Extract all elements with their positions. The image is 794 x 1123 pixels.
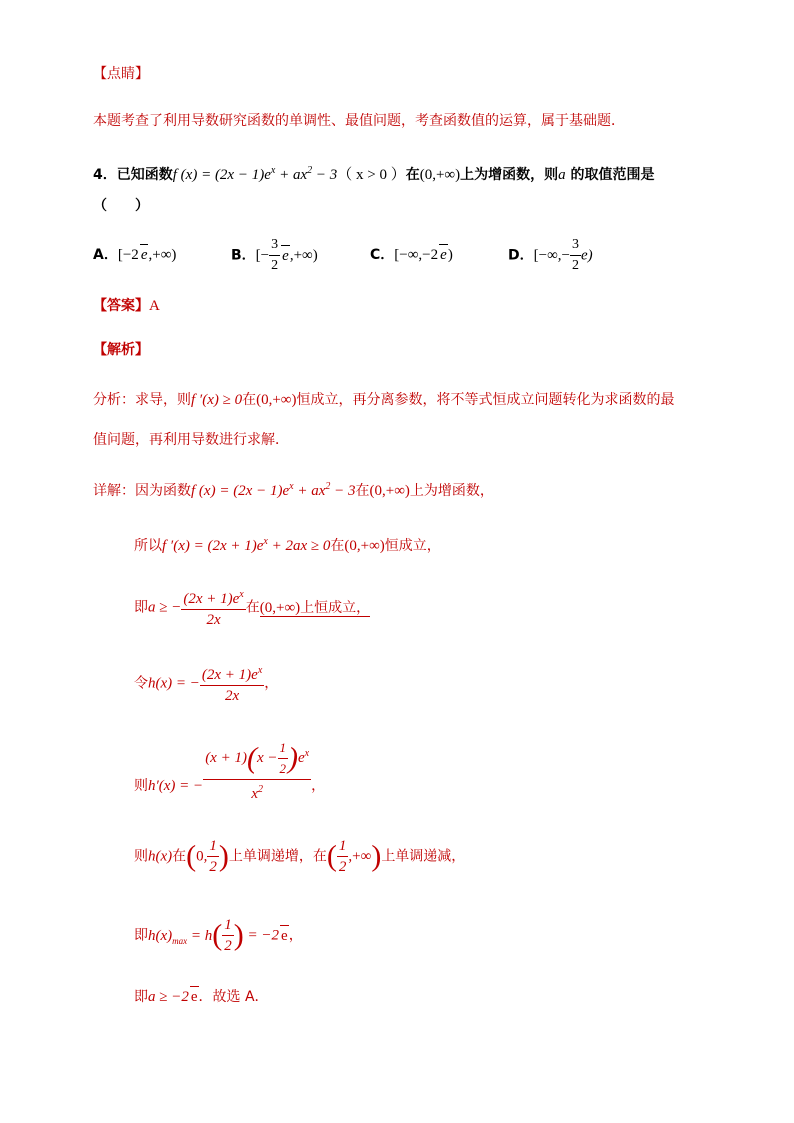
dianjing-label: 【点睛】: [93, 66, 149, 82]
option-a: A．[−2 e,+∞): [93, 244, 176, 265]
step-1: 所以f $'(x) = (2x + 1)e^x + 2ax \ge 0$在(0,+∞)恒成立，: [134, 536, 441, 554]
dianjing-text: 本题考查了利用导数研究函数的单调性、最值问题，考查函数值的运算，属于基础题．: [93, 113, 625, 129]
analysis-label: 【解析】: [93, 342, 149, 358]
step-7: 即a ≥ −2 e．故选 A．: [134, 986, 269, 1007]
question-var: a: [558, 167, 566, 183]
step-2: 即a ≥ − $\frac{(2x + 1)e^x}{2x}$ 在(0,+∞)上恒成立，: [134, 585, 370, 630]
question-number: 4．已知函数: [93, 167, 173, 183]
step-6: 即$h(x)_{max} = h$( $\frac{1}{2}$ ) = −2 e，: [134, 917, 303, 954]
option-b: B．[− $\frac{3}{2}$ e,+∞): [231, 237, 318, 273]
question-tail2: 的取值范围是: [565, 167, 655, 183]
answer-line: 【答案】A: [93, 298, 160, 314]
option-c: C．[−∞,−2 e): [370, 244, 453, 265]
step-3: 令h(x) = − $\frac{(2x + 1)e^x}{2x}$ ，: [134, 661, 278, 706]
fenxi-line1: 分析：求导，则f ′(x) ≥ 0在(0,+∞)恒成立，再分离参数，将不等式恒成立问题转化为求函数的最: [93, 392, 675, 408]
question-condition: （ x > 0 ）: [337, 167, 406, 183]
fenxi-line2: 值问题，再利用导数进行求解．: [93, 432, 289, 448]
question-interval: (0,+∞): [419, 167, 461, 183]
step-4: 则h′(x) = − (x + 1)(x − $\frac{1}{2}$ )$e^x$ $x^2$ ，: [134, 740, 326, 802]
xiangjie-line: 详解：因为函数f $(x) = (2x - 1)e^x + ax^2 - 3$在(0,+∞)上为增函数，: [93, 481, 494, 499]
question-tail: 上为增函数，则: [460, 167, 559, 183]
step-5: 则h(x)在(0, $\frac{1}{2}$ )上单调递增，在( $\frac{1}{2}$ ,+∞)上单调递减，: [134, 838, 466, 875]
question-mid: 在: [405, 167, 420, 183]
question-paren: （ ）: [93, 198, 149, 214]
option-d: D．[−∞,− $\frac{3}{2}$ e): [508, 237, 593, 273]
question-function: f $(x) = (2x - 1)e^x + ax^2 - 3$: [172, 165, 338, 183]
question-stem: [93, 161, 654, 185]
